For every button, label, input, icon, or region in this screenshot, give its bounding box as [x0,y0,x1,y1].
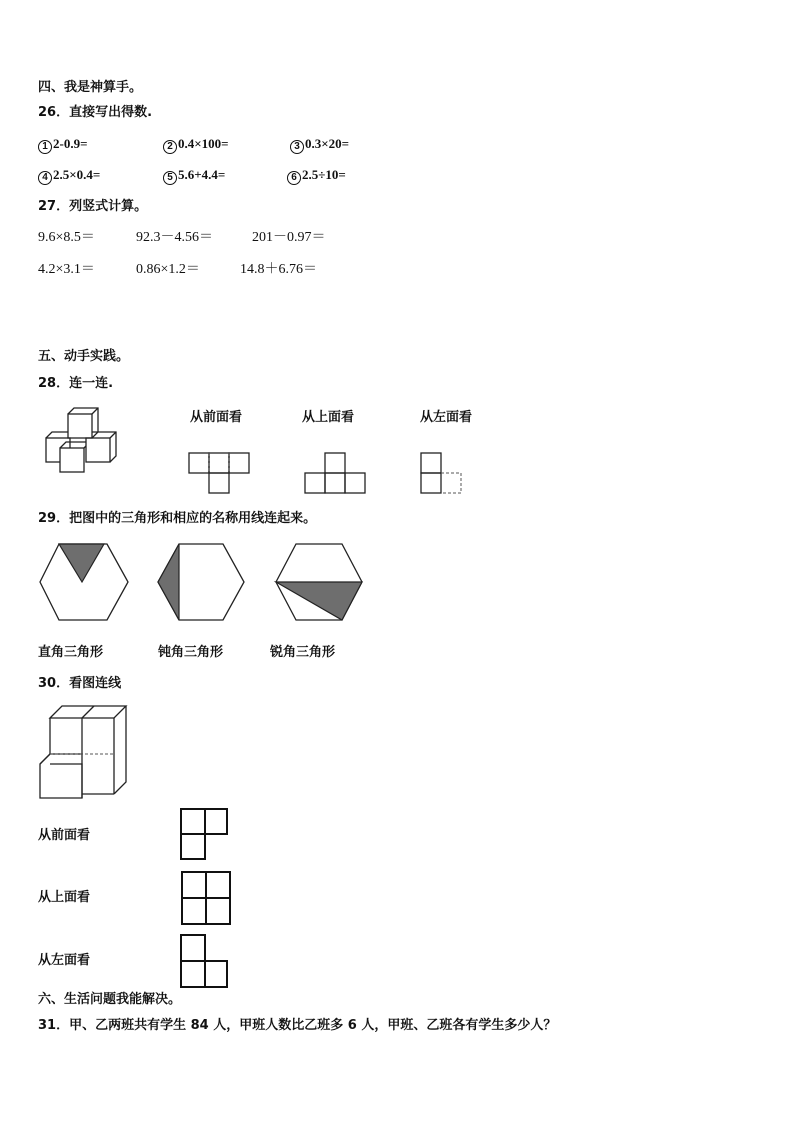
q29-title: 29．把图中的三角形和相应的名称用线连起来。 [38,511,317,526]
q28-title: 28．连一连. [38,376,114,391]
q28-view-option-1 [188,452,252,496]
q30-label-top: 从上面看 [38,890,91,905]
q29-label-acute: 锐角三角形 [270,645,336,660]
q26-title: 26．直接写出得数. [38,105,153,120]
q28-label-left: 从左面看 [420,410,473,425]
q28-view-option-2 [304,452,368,496]
q27-item-1: 9.6×8.5＝ [38,230,95,245]
q26-item-6: 6 2.5÷10= [287,167,346,185]
q30-view-2 [180,870,232,926]
q31-text: 31．甲、乙两班共有学生 84 人，甲班人数比乙班多 6 人，甲班、乙班各有学生多少人？ [38,1018,557,1033]
q26-item-4: 4 2.5×0.4= [38,167,100,185]
q26-item-2: 2 0.4×100= [163,136,229,154]
q30-view-3 [180,933,230,989]
q29-hexagon-2 [156,542,248,622]
q30-view-1 [180,808,230,862]
q30-label-left: 从左面看 [38,953,91,968]
q27-item-3: 201－0.97＝ [252,230,326,245]
q27-item-2: 92.3－4.56＝ [136,230,213,245]
q27-item-4: 4.2×3.1＝ [38,262,95,277]
q26-item-1: 1 2-0.9= [38,136,88,154]
q28-view-option-3 [420,452,470,496]
q29-label-obtuse: 钝角三角形 [158,645,224,660]
q29-label-right: 直角三角形 [38,645,104,660]
q30-solid-figure [38,704,134,802]
q28-cube-figure [40,408,140,478]
q26-item-3: 3 0.3×20= [290,136,349,154]
q28-label-front: 从前面看 [190,410,243,425]
section-heading-6: 六、生活问题我能解决。 [38,992,182,1007]
q29-hexagon-3 [274,542,366,622]
q30-title: 30．看图连线 [38,676,122,691]
q26-item-5: 5 5.6+4.4= [163,167,225,185]
q30-label-front: 从前面看 [38,828,91,843]
section-heading-4: 四、我是神算手。 [38,80,143,95]
q27-item-5: 0.86×1.2＝ [136,262,200,277]
q27-item-6: 14.8＋6.76＝ [240,262,317,277]
q27-title: 27．列竖式计算。 [38,199,148,214]
q29-hexagon-1 [38,542,130,622]
section-heading-5: 五、动手实践。 [38,349,130,364]
q28-label-top: 从上面看 [302,410,355,425]
